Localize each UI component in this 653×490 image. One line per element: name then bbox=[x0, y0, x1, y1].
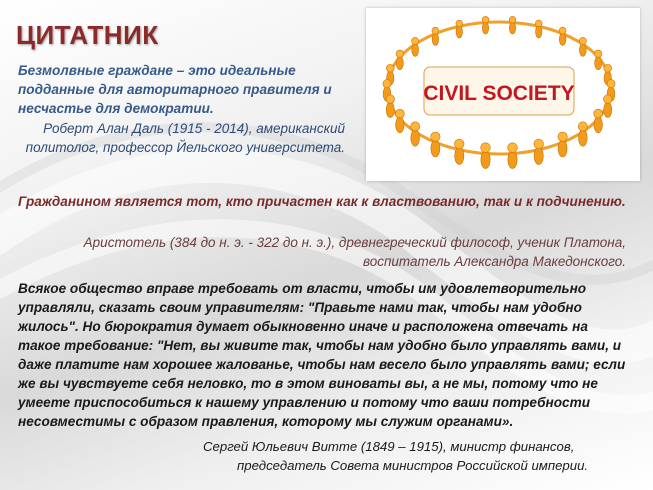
page-title: ЦИТАТНИК bbox=[16, 20, 159, 50]
people-circle-icon bbox=[366, 8, 640, 181]
quote-witte-author-line1: Сергей Юльевич Витте (1849 – 1915), министр финансов, bbox=[203, 439, 575, 454]
quote-dahl: Безмолвные граждане – это идеальные подданные для авторитарного правителя и несчастье для демократии. bbox=[18, 63, 332, 116]
quote-witte-author-line2: председатель Совета министров Российской империи. bbox=[237, 458, 589, 473]
quote-dahl-author: Роберт Алан Даль (1915 - 2014), американский политолог, профессор Йельского университета. bbox=[25, 121, 345, 155]
quote-witte: Всякое общество вправе требовать от власти, чтобы им удовлетворительно управляли, сказать своим управителям: "Правьте нами так, чтобы нам удобно жилось". Но бюрократия думает обыкновенно иначе и расположена отвечать на такое требование: "Нет, вы живите так, чтобы нам удобно было управлять вами, и даже платите нам хорошее жалованье, чтобы нам весело было управлять вами; если же вы чувствуете себя неловко, то в этом виноваты вы, а не мы, потому что не умеете приспособиться к нашему управлению и потому что ваши потребности несовместимы с образом правления, которому мы служим органами». bbox=[18, 281, 626, 429]
civil-society-sign: CIVIL SOCIETY bbox=[423, 82, 575, 105]
quote-aristotle-author: Аристотель (384 до н. э. - 322 до н. э.), древнегреческий философ, ученик Платона, воспитатель Александра Македонского. bbox=[83, 235, 626, 269]
civil-society-image bbox=[366, 8, 640, 181]
quote-aristotle: Гражданином является тот, кто причастен как к властвованию, так и к подчинению. bbox=[18, 194, 626, 209]
